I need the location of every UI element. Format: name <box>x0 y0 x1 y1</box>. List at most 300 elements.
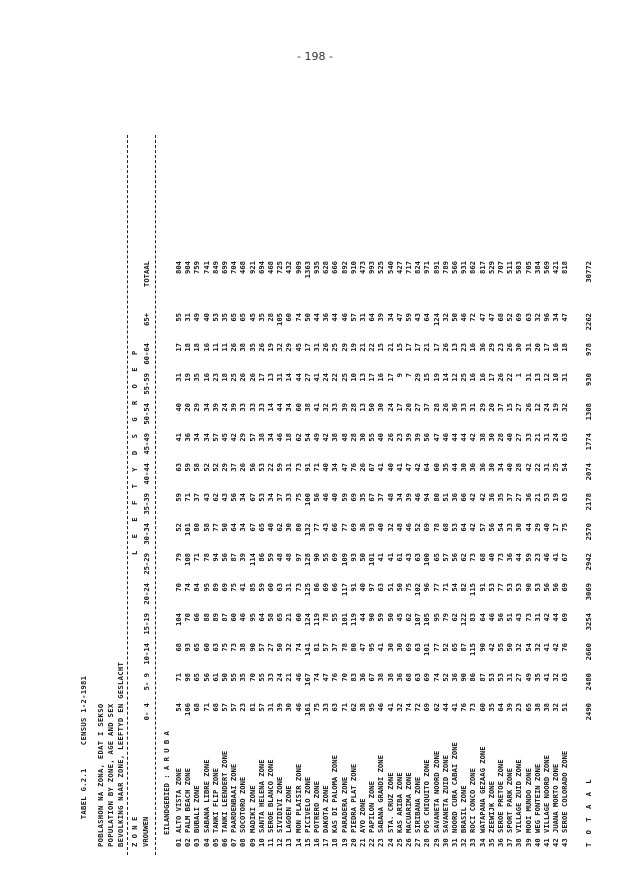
cell-value: 82 <box>459 583 469 592</box>
cell-value: 40 <box>542 523 551 532</box>
cell-value: 68 <box>496 313 505 322</box>
zone-code: 43 <box>560 838 570 847</box>
cell-value: 80 <box>431 493 441 502</box>
cell-value: 23 <box>496 343 505 352</box>
cell-value: 33 <box>459 403 469 412</box>
cell-value: 39 <box>339 403 349 412</box>
cell-value: 25 <box>229 373 239 382</box>
cell-value: 115 <box>468 643 478 656</box>
age-group-label: L E E F T Y D S G R O E P <box>130 346 139 555</box>
cell-value: 35 <box>532 673 542 682</box>
cell-value: 52 <box>210 463 220 472</box>
cell-value: 33 <box>266 673 275 682</box>
cell-value: 67 <box>367 493 377 502</box>
cell-value: 46 <box>413 493 423 502</box>
cell-value: 124 <box>431 313 441 326</box>
cell-value: 58 <box>201 523 211 532</box>
cell-value: 17 <box>256 373 266 382</box>
cell-value: 54 <box>302 433 312 442</box>
cell-value: 7 <box>404 373 413 378</box>
cell-value: 44 <box>330 313 340 322</box>
cell-value: 60 <box>293 403 303 412</box>
cell-value: 60 <box>284 313 294 322</box>
age-group-header: 50-54 <box>142 403 151 425</box>
cell-value: 20 <box>183 403 193 412</box>
cell-value: 63 <box>376 583 386 592</box>
cell-value: 90 <box>477 643 487 652</box>
zone-code: 16 <box>312 838 321 847</box>
cell-value: 42 <box>321 433 331 442</box>
cell-value: 34 <box>284 403 294 412</box>
cell-value: 78 <box>201 553 211 562</box>
cell-value: 98 <box>183 673 193 682</box>
zone-code: 23 <box>376 838 386 847</box>
cell-value: 19 <box>266 343 275 352</box>
cell-value: 69 <box>560 583 570 592</box>
cell-value: 46 <box>238 613 248 622</box>
zone-code: 24 <box>385 838 395 847</box>
cell-value: 52 <box>413 523 423 532</box>
cell-value: 101 <box>367 553 377 566</box>
cell-value: 66 <box>330 583 340 592</box>
cell-value: 31 <box>468 403 478 412</box>
cell-value: 16 <box>468 373 478 382</box>
cell-value: 17 <box>431 343 441 352</box>
cell-value: 58 <box>192 463 202 472</box>
cell-value: 28 <box>514 463 524 472</box>
cell-value: 64 <box>422 463 432 472</box>
cell-value: 28 <box>431 403 441 412</box>
cell-value: 42 <box>468 433 478 442</box>
cell-value: 67 <box>367 463 377 472</box>
zone-name: STA. CRUZ ZONE <box>385 772 395 833</box>
cell-value: 75 <box>404 583 413 592</box>
cell-value: 61 <box>394 553 404 562</box>
row-total: 935 <box>312 261 321 274</box>
cell-value: 124 <box>302 613 312 626</box>
cell-value: 55 <box>229 673 239 682</box>
cell-value: 38 <box>532 703 542 712</box>
cell-value: 32 <box>551 703 561 712</box>
cell-value: 35 <box>486 703 496 712</box>
region-label: EILANDGEBIED : A R U B A <box>162 731 171 835</box>
age-group-header: 35-39 <box>142 493 151 515</box>
cell-value: 42 <box>229 433 239 442</box>
zone-code: 42 <box>551 838 561 847</box>
cell-value: 34 <box>266 493 275 502</box>
cell-value: 69 <box>422 703 432 712</box>
cell-value: 36 <box>523 493 533 502</box>
zone-code: 32 <box>459 838 469 847</box>
cell-value: 23 <box>514 703 524 712</box>
cell-value: 95 <box>247 613 257 622</box>
cell-value: 55 <box>330 613 340 622</box>
cell-value: 26 <box>505 343 515 352</box>
cell-value: 141 <box>302 643 312 656</box>
cell-value: 26 <box>321 343 331 352</box>
cell-value: 97 <box>293 553 303 562</box>
cell-value: 63 <box>560 493 570 502</box>
cell-value: 30 <box>394 643 404 652</box>
cell-value: 29 <box>532 523 542 532</box>
cell-value: 26 <box>247 373 257 382</box>
cell-value: 47 <box>486 313 496 322</box>
cell-value: 42 <box>542 613 551 622</box>
cell-value: 71 <box>183 493 193 502</box>
zone-name: SIVIDIVI ZONE <box>275 776 285 833</box>
cell-value: 22 <box>266 463 275 472</box>
cell-value: 17 <box>302 343 312 352</box>
cell-value: 37 <box>275 493 285 502</box>
cell-value: 38 <box>330 433 340 442</box>
row-total: 759 <box>192 261 202 274</box>
cell-value: 29 <box>486 343 496 352</box>
cell-value: 77 <box>431 583 441 592</box>
cell-value: 18 <box>284 433 294 442</box>
cell-value: 50 <box>367 403 377 412</box>
cell-value: 36 <box>450 403 459 412</box>
cell-value: 16 <box>201 343 211 352</box>
cell-value: 1 <box>514 373 524 378</box>
cell-value: 15 <box>422 373 432 382</box>
cell-value: 71 <box>440 583 450 592</box>
cell-value: 79 <box>440 613 450 622</box>
row-total: 468 <box>238 261 248 274</box>
cell-value: 24 <box>385 403 395 412</box>
cell-value: 32 <box>532 313 542 322</box>
cell-value: 73 <box>523 613 533 622</box>
cell-value: 60 <box>293 613 303 622</box>
cell-value: 91 <box>477 583 487 592</box>
total-value: 2262 <box>583 313 593 331</box>
row-total: 705 <box>523 261 533 274</box>
cell-value: 65 <box>431 553 441 562</box>
cell-value: 33 <box>284 493 294 502</box>
table-row <box>561 135 570 855</box>
cell-value: 96 <box>422 583 432 592</box>
cell-value: 41 <box>376 553 386 562</box>
total-header: TOTAAL <box>142 261 151 287</box>
cell-value: 65 <box>450 643 459 652</box>
cell-value: 59 <box>266 553 275 562</box>
cell-value: 26 <box>523 403 533 412</box>
cell-value: 27 <box>413 403 423 412</box>
cell-value: 40 <box>505 463 515 472</box>
cell-value: 63 <box>413 673 423 682</box>
cell-value: 17 <box>385 373 395 382</box>
zone-code: 10 <box>256 838 266 847</box>
cell-value: 47 <box>321 673 331 682</box>
cell-value: 34 <box>238 493 248 502</box>
cell-value: 34 <box>330 463 340 472</box>
cell-value: 57 <box>210 433 220 442</box>
cell-value: 52 <box>440 673 450 682</box>
total-value: 2480 <box>583 673 593 691</box>
cell-value: 78 <box>431 523 441 532</box>
cell-value: 60 <box>201 643 211 652</box>
cell-value: 30 <box>486 433 496 442</box>
cell-value: 17 <box>551 523 561 532</box>
cell-value: 104 <box>174 613 183 626</box>
cell-value: 77 <box>210 523 220 532</box>
cell-value: 74 <box>293 643 303 652</box>
age-group-header: 10-14 <box>142 643 151 665</box>
cell-value: 37 <box>376 493 386 502</box>
cell-value: 23 <box>238 703 248 712</box>
cell-value: 59 <box>174 493 183 502</box>
cell-value: 67 <box>247 523 257 532</box>
cell-value: 69 <box>348 493 358 502</box>
cell-value: 62 <box>450 613 459 622</box>
age-group-header: 25-29 <box>142 553 151 575</box>
zone-name: JUANA MORTO ZONE <box>551 763 561 833</box>
age-group-header: 30-34 <box>142 523 151 545</box>
cell-value: 66 <box>459 493 469 502</box>
total-value: 930 <box>583 373 593 386</box>
zone-code: 13 <box>284 838 294 847</box>
cell-value: 44 <box>293 373 303 382</box>
cell-value: 68 <box>404 673 413 682</box>
row-total: 817 <box>477 261 487 274</box>
row-total: 525 <box>376 261 386 274</box>
cell-value: 49 <box>192 313 202 322</box>
cell-value: 36 <box>505 553 515 562</box>
cell-value: 29 <box>413 373 423 382</box>
zone-code: 27 <box>413 838 423 847</box>
cell-value: 94 <box>422 493 432 502</box>
cell-value: 23 <box>459 343 469 352</box>
age-group-header: 0- 4 <box>142 703 151 721</box>
cell-value: 45 <box>247 313 257 322</box>
sex-label: VROUWEN <box>141 816 150 847</box>
cell-value: 64 <box>422 313 432 322</box>
row-total: 862 <box>468 261 478 274</box>
cell-value: 63 <box>174 463 183 472</box>
cell-value: 57 <box>256 703 266 712</box>
cell-value: 41 <box>542 643 551 652</box>
zone-name: SIRIBANA ZONE <box>413 776 423 833</box>
title-papiamento: POBLASHON NA ZONA, EDAT I SEKSO <box>96 703 105 847</box>
cell-value: 25 <box>330 343 340 352</box>
cell-value: 19 <box>348 343 358 352</box>
zone-name: MADIKI ZONE <box>247 785 257 833</box>
cell-value: 38 <box>238 343 248 352</box>
cell-value: 40 <box>385 463 395 472</box>
cell-value: 29 <box>284 343 294 352</box>
zone-name: PICIVELO ZONE <box>302 776 312 833</box>
cell-value: 34 <box>201 433 211 442</box>
cell-value: 25 <box>459 373 469 382</box>
cell-value: 62 <box>431 703 441 712</box>
zone-code: 14 <box>293 838 303 847</box>
cell-value: 29 <box>477 403 487 412</box>
table-title-line <box>73 662 89 847</box>
cell-value: 10 <box>551 373 561 382</box>
cell-value: 114 <box>247 553 257 566</box>
cell-value: 35 <box>440 463 450 472</box>
cell-value: 57 <box>477 523 487 532</box>
cell-value: 31 <box>523 343 533 352</box>
cell-value: 74 <box>431 673 441 682</box>
row-total: 421 <box>551 261 561 274</box>
cell-value: 42 <box>486 643 496 652</box>
zone-name: MOOI MUNDO ZONE <box>523 768 533 833</box>
cell-value: 41 <box>450 703 459 712</box>
cell-value: 161 <box>302 703 312 716</box>
cell-value: 28 <box>348 433 358 442</box>
zone-code: 03 <box>192 838 202 847</box>
zone-name: WEG FONTEIN ZONE <box>532 763 542 833</box>
cell-value: 101 <box>422 643 432 656</box>
zone-name: KAS ARIBA ZONE <box>394 772 404 833</box>
cell-value: 41 <box>238 583 248 592</box>
zone-code: 19 <box>339 838 349 847</box>
cell-value: 30 <box>376 403 386 412</box>
cell-value: 24 <box>551 433 561 442</box>
row-total: 804 <box>174 261 183 274</box>
cell-value: 36 <box>486 493 496 502</box>
cell-value: 36 <box>358 523 367 532</box>
cell-value: 59 <box>376 613 386 622</box>
cell-value: 59 <box>404 313 413 322</box>
cell-value: 23 <box>394 433 404 442</box>
zone-code: 34 <box>477 838 487 847</box>
cell-value: 69 <box>422 673 432 682</box>
cell-value: 47 <box>477 313 487 322</box>
cell-value: 48 <box>275 553 285 562</box>
cell-value: 46 <box>275 433 285 442</box>
total-value: 2490 <box>583 703 593 721</box>
cell-value: 56 <box>542 583 551 592</box>
cell-value: 95 <box>431 613 441 622</box>
cell-value: 26 <box>385 433 395 442</box>
cell-value: 69 <box>220 583 229 592</box>
cell-value: 59 <box>256 583 266 592</box>
cell-value: 76 <box>560 643 570 652</box>
cell-value: 75 <box>312 703 321 712</box>
cell-value: 36 <box>477 463 487 472</box>
cell-value: 27 <box>302 373 312 382</box>
cell-value: 44 <box>459 433 469 442</box>
row-total: 891 <box>431 261 441 274</box>
cell-value: 52 <box>440 643 450 652</box>
cell-value: 30 <box>385 643 395 652</box>
cell-value: 53 <box>256 463 266 472</box>
cell-value: 47 <box>431 433 441 442</box>
row-total: 384 <box>532 261 542 274</box>
cell-value: 38 <box>385 673 395 682</box>
cell-value: 29 <box>339 343 349 352</box>
cell-value: 40 <box>266 523 275 532</box>
cell-value: 16 <box>468 343 478 352</box>
cell-value: 87 <box>220 613 229 622</box>
zone-name: ZEEWIJK ZONE <box>486 781 496 833</box>
cell-value: 20 <box>404 403 413 412</box>
cell-value: 34 <box>385 313 395 322</box>
cell-value: 56 <box>496 613 505 622</box>
cell-value: 35 <box>496 493 505 502</box>
cell-value: 21 <box>422 343 432 352</box>
cell-value: 119 <box>348 613 358 626</box>
row-total: 666 <box>330 261 340 274</box>
cell-value: 132 <box>302 523 312 536</box>
cell-value: 70 <box>183 613 193 622</box>
total-value: 2942 <box>583 553 593 571</box>
cell-value: 21 <box>358 343 367 352</box>
cell-value: 63 <box>560 433 570 442</box>
cell-value: 12 <box>542 373 551 382</box>
cell-value: 32 <box>532 643 542 652</box>
cell-value: 89 <box>210 583 220 592</box>
cell-value: 128 <box>302 553 312 566</box>
cell-value: 53 <box>514 583 524 592</box>
cell-value: 66 <box>192 613 202 622</box>
cell-value: 60 <box>431 463 441 472</box>
cell-value: 17 <box>542 343 551 352</box>
cell-value: 35 <box>256 313 266 322</box>
cell-value: 65 <box>192 643 202 652</box>
zone-name: ALTO VISTA ZONE <box>174 768 183 833</box>
table-header-block <box>73 662 127 847</box>
cell-value: 95 <box>367 703 377 712</box>
row-total: 628 <box>321 261 331 274</box>
cell-value: 17 <box>394 403 404 412</box>
cell-value: 62 <box>210 493 220 502</box>
zone-code: 09 <box>247 838 257 847</box>
cell-value: 106 <box>183 703 193 716</box>
cell-value: 49 <box>523 673 533 682</box>
cell-value: 21 <box>532 433 542 442</box>
cell-value: 78 <box>339 643 349 652</box>
zone-name: SOCOTORO ZONE <box>238 776 248 833</box>
header-rule-bottom <box>155 135 156 855</box>
cell-value: 73 <box>468 553 478 562</box>
cell-value: 32 <box>440 313 450 322</box>
cell-value: 62 <box>404 613 413 622</box>
cell-value: 41 <box>551 553 561 562</box>
cell-value: 34 <box>394 493 404 502</box>
cell-value: 75 <box>293 493 303 502</box>
zone-name: SANTA HELENA ZONE <box>256 759 266 833</box>
cell-value: 74 <box>312 673 321 682</box>
cell-value: 16 <box>376 373 386 382</box>
cell-value: 53 <box>532 583 542 592</box>
cell-value: 36 <box>450 673 459 682</box>
cell-value: 81 <box>247 703 257 712</box>
cell-value: 33 <box>238 403 248 412</box>
cell-value: 39 <box>275 703 285 712</box>
row-total: 503 <box>514 261 524 274</box>
row-total: 904 <box>183 261 193 274</box>
cell-value: 28 <box>496 433 505 442</box>
zone-name: POS CHIQUITO ZONE <box>422 759 432 833</box>
zone-name: VILLAGE NOORD ZONE <box>542 755 551 833</box>
cell-value: 56 <box>229 493 239 502</box>
cell-value: 69 <box>321 583 331 592</box>
cell-value: 13 <box>266 373 275 382</box>
cell-value: 30 <box>486 463 496 472</box>
cell-value: 33 <box>330 403 340 412</box>
cell-value: 88 <box>201 613 211 622</box>
zone-name: SEROE BLANCO ZONE <box>266 759 275 833</box>
cell-value: 91 <box>302 463 312 472</box>
row-total: 427 <box>394 261 404 274</box>
cell-value: 68 <box>477 553 487 562</box>
cell-value: 59 <box>275 463 285 472</box>
title-dutch: BEVOLKING NAAR ZONE, LEEFTYD EN GESLACHT <box>116 661 125 847</box>
cell-value: 27 <box>266 643 275 652</box>
row-total: 569 <box>542 261 551 274</box>
